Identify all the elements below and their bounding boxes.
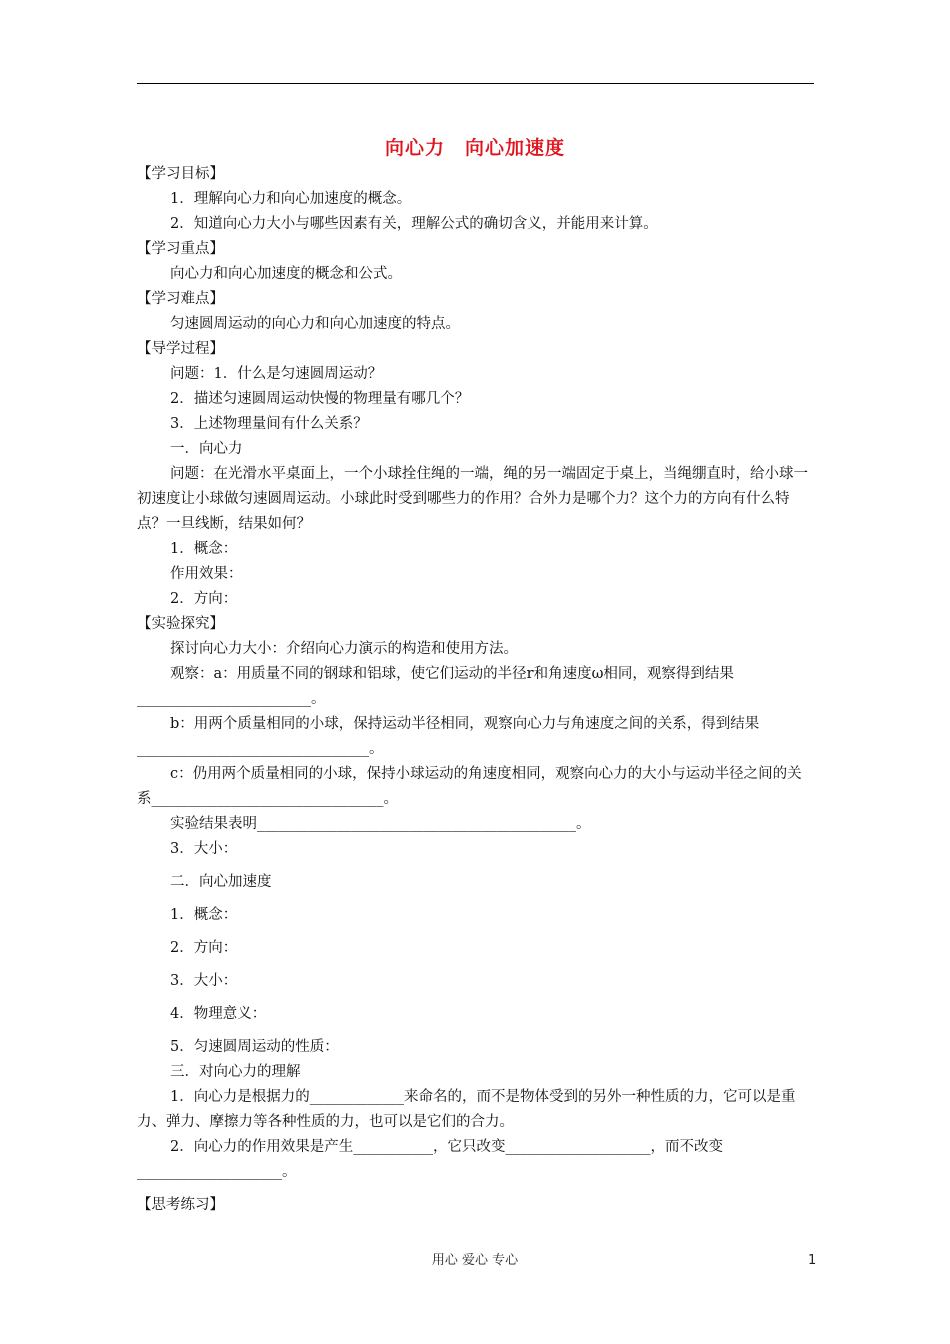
- document-line: 5．匀速圆周运动的性质：: [170, 1039, 339, 1055]
- document-line: 探讨向心力大小：介绍向心力演示的构造和使用方法。: [170, 641, 518, 657]
- document-line: 3．大小：: [170, 973, 238, 989]
- document-line: 4．物理意义：: [170, 1006, 267, 1022]
- document-line: b：用两个质量相同的小球，保持运动半径相同，观察向心力与角速度之间的关系，得到结果________________________________。: [137, 716, 760, 757]
- document-line: 三．对向心力的理解: [170, 1064, 301, 1080]
- document-line: 实验结果表明____________________________________________。: [170, 816, 591, 832]
- document-line: 1．向心力是根据力的_____________来命名的，而不是物体受到的另外一种性质的力，它可以是重力、弹力、摩擦力等各种性质的力，也可以是它们的合力。: [137, 1089, 796, 1130]
- header-rule: [137, 83, 814, 84]
- document-line: 2．知道向心力大小与哪些因素有关，理解公式的确切含义，并能用来计算。: [170, 216, 658, 232]
- document-line: 2．方向：: [170, 591, 238, 607]
- document-line: 向心力和向心加速度的概念和公式。: [170, 266, 402, 282]
- document-line: 一．向心力: [170, 441, 243, 457]
- document-line: 2．方向：: [170, 940, 238, 956]
- document-line: 【学习难点】: [137, 291, 224, 307]
- document-body: [137, 162, 814, 1218]
- document-line: c：仍用两个质量相同的小球，保持小球运动的角速度相同，观察向心力的大小与运动半径之间的关系________________________________。: [137, 766, 802, 807]
- document-line: 1．理解向心力和向心加速度的概念。: [170, 191, 412, 207]
- document-line: 问题：1．什么是匀速圆周运动？: [170, 366, 383, 382]
- document-line: 1．概念：: [170, 541, 238, 557]
- document-line: 二．向心加速度: [170, 874, 272, 890]
- document-line: 匀速圆周运动的向心力和向心加速度的特点。: [170, 316, 460, 332]
- document-line: 2．描述匀速圆周运动快慢的物理量有哪几个？: [170, 391, 470, 407]
- document-line: 【思考练习】: [137, 1197, 224, 1213]
- document-title: 向心力 向心加速度: [384, 137, 565, 159]
- document-line: 1．概念：: [170, 907, 238, 923]
- document-line: 问题：在光滑水平桌面上，一个小球拴住绳的一端，绳的另一端固定于桌上，当绳绷直时，给小球一初速度让小球做匀速圆周运动。小球此时受到哪些力的作用？合外力是哪个力？这个力的方向有什么特点？一旦线断，结果如何？: [137, 466, 808, 532]
- document-line: 【学习目标】: [137, 166, 224, 182]
- page-number: 1: [808, 1253, 817, 1268]
- document-line: 【实验探究】: [137, 616, 224, 632]
- document-line: 【导学过程】: [137, 341, 224, 357]
- footer-motto: 用心 爱心 专心: [431, 1253, 519, 1268]
- document-line: 作用效果：: [170, 566, 243, 582]
- document-line: 【学习重点】: [137, 241, 224, 257]
- document-line: 3．上述物理量间有什么关系？: [170, 416, 368, 432]
- document-line: 2．向心力的作用效果是产生___________，它只改变____________________，而不改变____________________。: [137, 1139, 723, 1180]
- document-line: 3．大小：: [170, 841, 238, 857]
- document-line: 观察：a：用质量不同的钢球和铝球，使它们运动的半径r和角速度ω相同，观察得到结果________________________。: [137, 666, 734, 707]
